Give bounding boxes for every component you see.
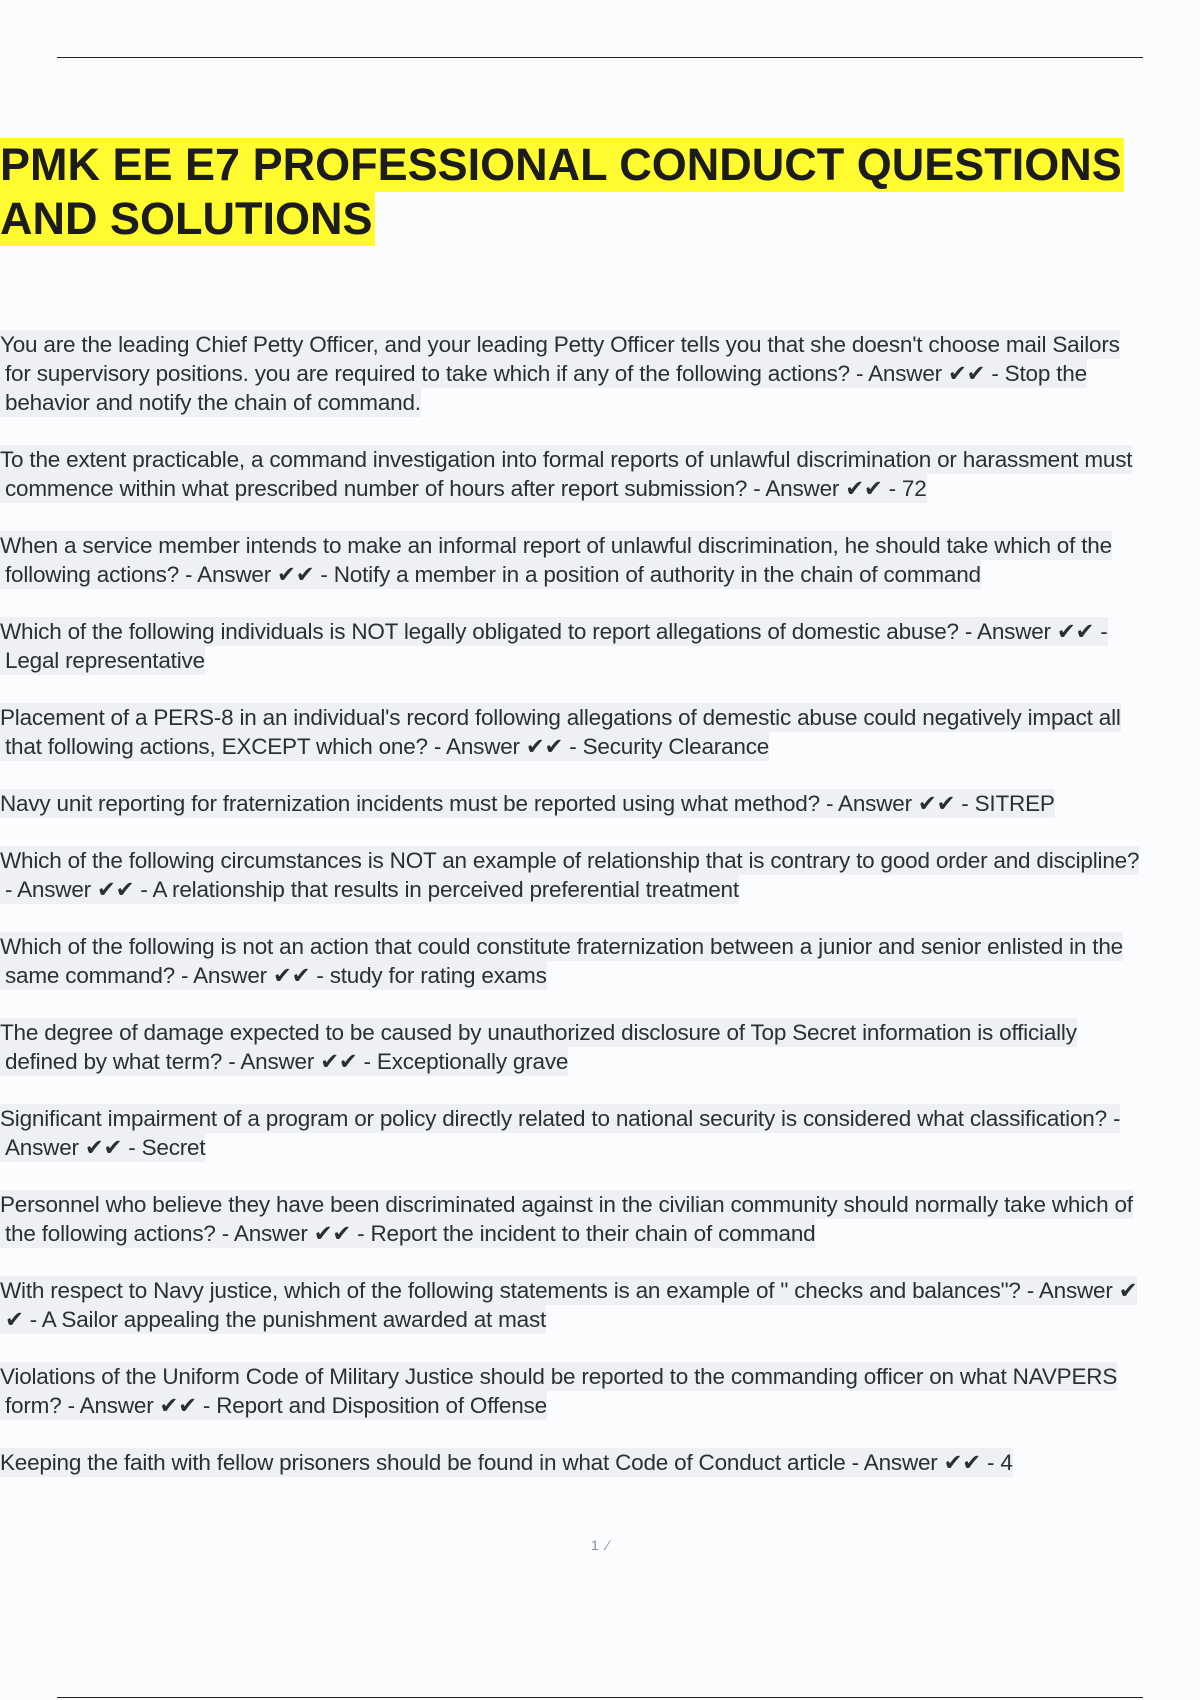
qa-list [0,330,1200,1505]
qa-line: behavior and notify the chain of command. [0,388,421,417]
qa-item [0,1362,1200,1420]
qa-line-row [0,1391,1200,1420]
qa-item [0,789,1200,818]
qa-line-row [0,1276,1200,1305]
qa-line-row [0,388,1200,417]
qa-line-row [0,1047,1200,1076]
qa-line: Legal representative [0,646,205,675]
qa-line: Placement of a PERS-8 in an individual's record following allegations of demestic abuse could negatively impact all [0,705,1121,730]
qa-line-row [0,1133,1200,1162]
qa-item [0,1276,1200,1334]
qa-item [0,1018,1200,1076]
qa-line-row [0,445,1200,474]
document-title [0,138,1200,246]
qa-line: Violations of the Uniform Code of Military Justice should be reported to the commanding officer on what NAVPERS [0,1364,1118,1389]
qa-line-row [0,1305,1200,1334]
title-line-1: PMK EE E7 PROFESSIONAL CONDUCT QUESTIONS [0,139,1122,190]
qa-line: To the extent practicable, a command investigation into formal reports of unlawful discrimination or harassment must [0,447,1133,472]
qa-line-row [0,875,1200,904]
qa-line: The degree of damage expected to be caused by unauthorized disclosure of Top Secret information is officially [0,1020,1077,1045]
qa-line: for supervisory positions. you are required to take which if any of the following actions? - Answer ✔✔ - Stop the [0,359,1087,388]
qa-item [0,531,1200,589]
qa-item [0,617,1200,675]
page-number: 1 .⁄ [591,1537,609,1553]
qa-line-row [0,789,1200,818]
qa-line-row [0,1190,1200,1219]
qa-line: ✔ - A Sailor appealing the punishment awarded at mast [0,1305,546,1334]
qa-line: You are the leading Chief Petty Officer, and your leading Petty Officer tells you that she doesn't choose mail Sailors [0,332,1120,357]
qa-line: commence within what prescribed number of hours after report submission? - Answer ✔✔ - 72 [0,474,927,503]
qa-line: Answer ✔✔ - Secret [0,1133,205,1162]
qa-line-row [0,932,1200,961]
qa-line: Which of the following circumstances is NOT an example of relationship that is contrary to good order and discipline? [0,848,1140,873]
qa-line: that following actions, EXCEPT which one? - Answer ✔✔ - Security Clearance [0,732,769,761]
qa-line: Which of the following individuals is NOT legally obligated to report allegations of domestic abuse? - Answer ✔✔ - [0,619,1108,644]
qa-item [0,1190,1200,1248]
qa-item [0,703,1200,761]
qa-item [0,846,1200,904]
qa-line-row [0,1362,1200,1391]
qa-line: Navy unit reporting for fraternization incidents must be reported using what method? - Answer ✔✔ - SITREP [0,791,1055,816]
qa-line: With respect to Navy justice, which of the following statements is an example of " checks and balances"? - Answer ✔ [0,1278,1138,1303]
qa-item [0,330,1200,417]
qa-line-row [0,474,1200,503]
qa-line: same command? - Answer ✔✔ - study for rating exams [0,961,547,990]
qa-line: following actions? - Answer ✔✔ - Notify a member in a position of authority in the chain of command [0,560,981,589]
qa-line: form? - Answer ✔✔ - Report and Disposition of Offense [0,1391,547,1420]
qa-line-row [0,846,1200,875]
qa-line-row [0,1104,1200,1133]
qa-line-row [0,646,1200,675]
qa-line-row [0,560,1200,589]
qa-line-row [0,961,1200,990]
qa-line: the following actions? - Answer ✔✔ - Report the incident to their chain of command [0,1219,815,1248]
qa-line-row [0,531,1200,560]
bottom-rule [57,1697,1143,1698]
qa-line-row [0,1219,1200,1248]
qa-line-row [0,732,1200,761]
title-line-2: AND SOLUTIONS [0,193,373,244]
qa-line-row [0,330,1200,359]
qa-line: Significant impairment of a program or policy directly related to national security is considered what classification? - [0,1106,1121,1131]
qa-line: - Answer ✔✔ - A relationship that results in perceived preferential treatment [0,875,739,904]
qa-line: Personnel who believe they have been discriminated against in the civilian community should normally take which of [0,1192,1133,1217]
qa-line-row [0,1018,1200,1047]
qa-item [0,1104,1200,1162]
qa-line: When a service member intends to make an informal report of unlawful discrimination, he should take which of the [0,533,1112,558]
qa-line-row [0,703,1200,732]
qa-item [0,445,1200,503]
qa-item [0,932,1200,990]
qa-line-row [0,1448,1200,1477]
top-rule [57,57,1143,58]
qa-line-row [0,359,1200,388]
qa-line: defined by what term? - Answer ✔✔ - Exceptionally grave [0,1047,568,1076]
qa-line-row [0,617,1200,646]
qa-item [0,1448,1200,1477]
qa-line: Keeping the faith with fellow prisoners should be found in what Code of Conduct article - Answer ✔✔ - 4 [0,1450,1013,1475]
qa-line: Which of the following is not an action that could constitute fraternization between a junior and senior enlisted in the [0,934,1123,959]
